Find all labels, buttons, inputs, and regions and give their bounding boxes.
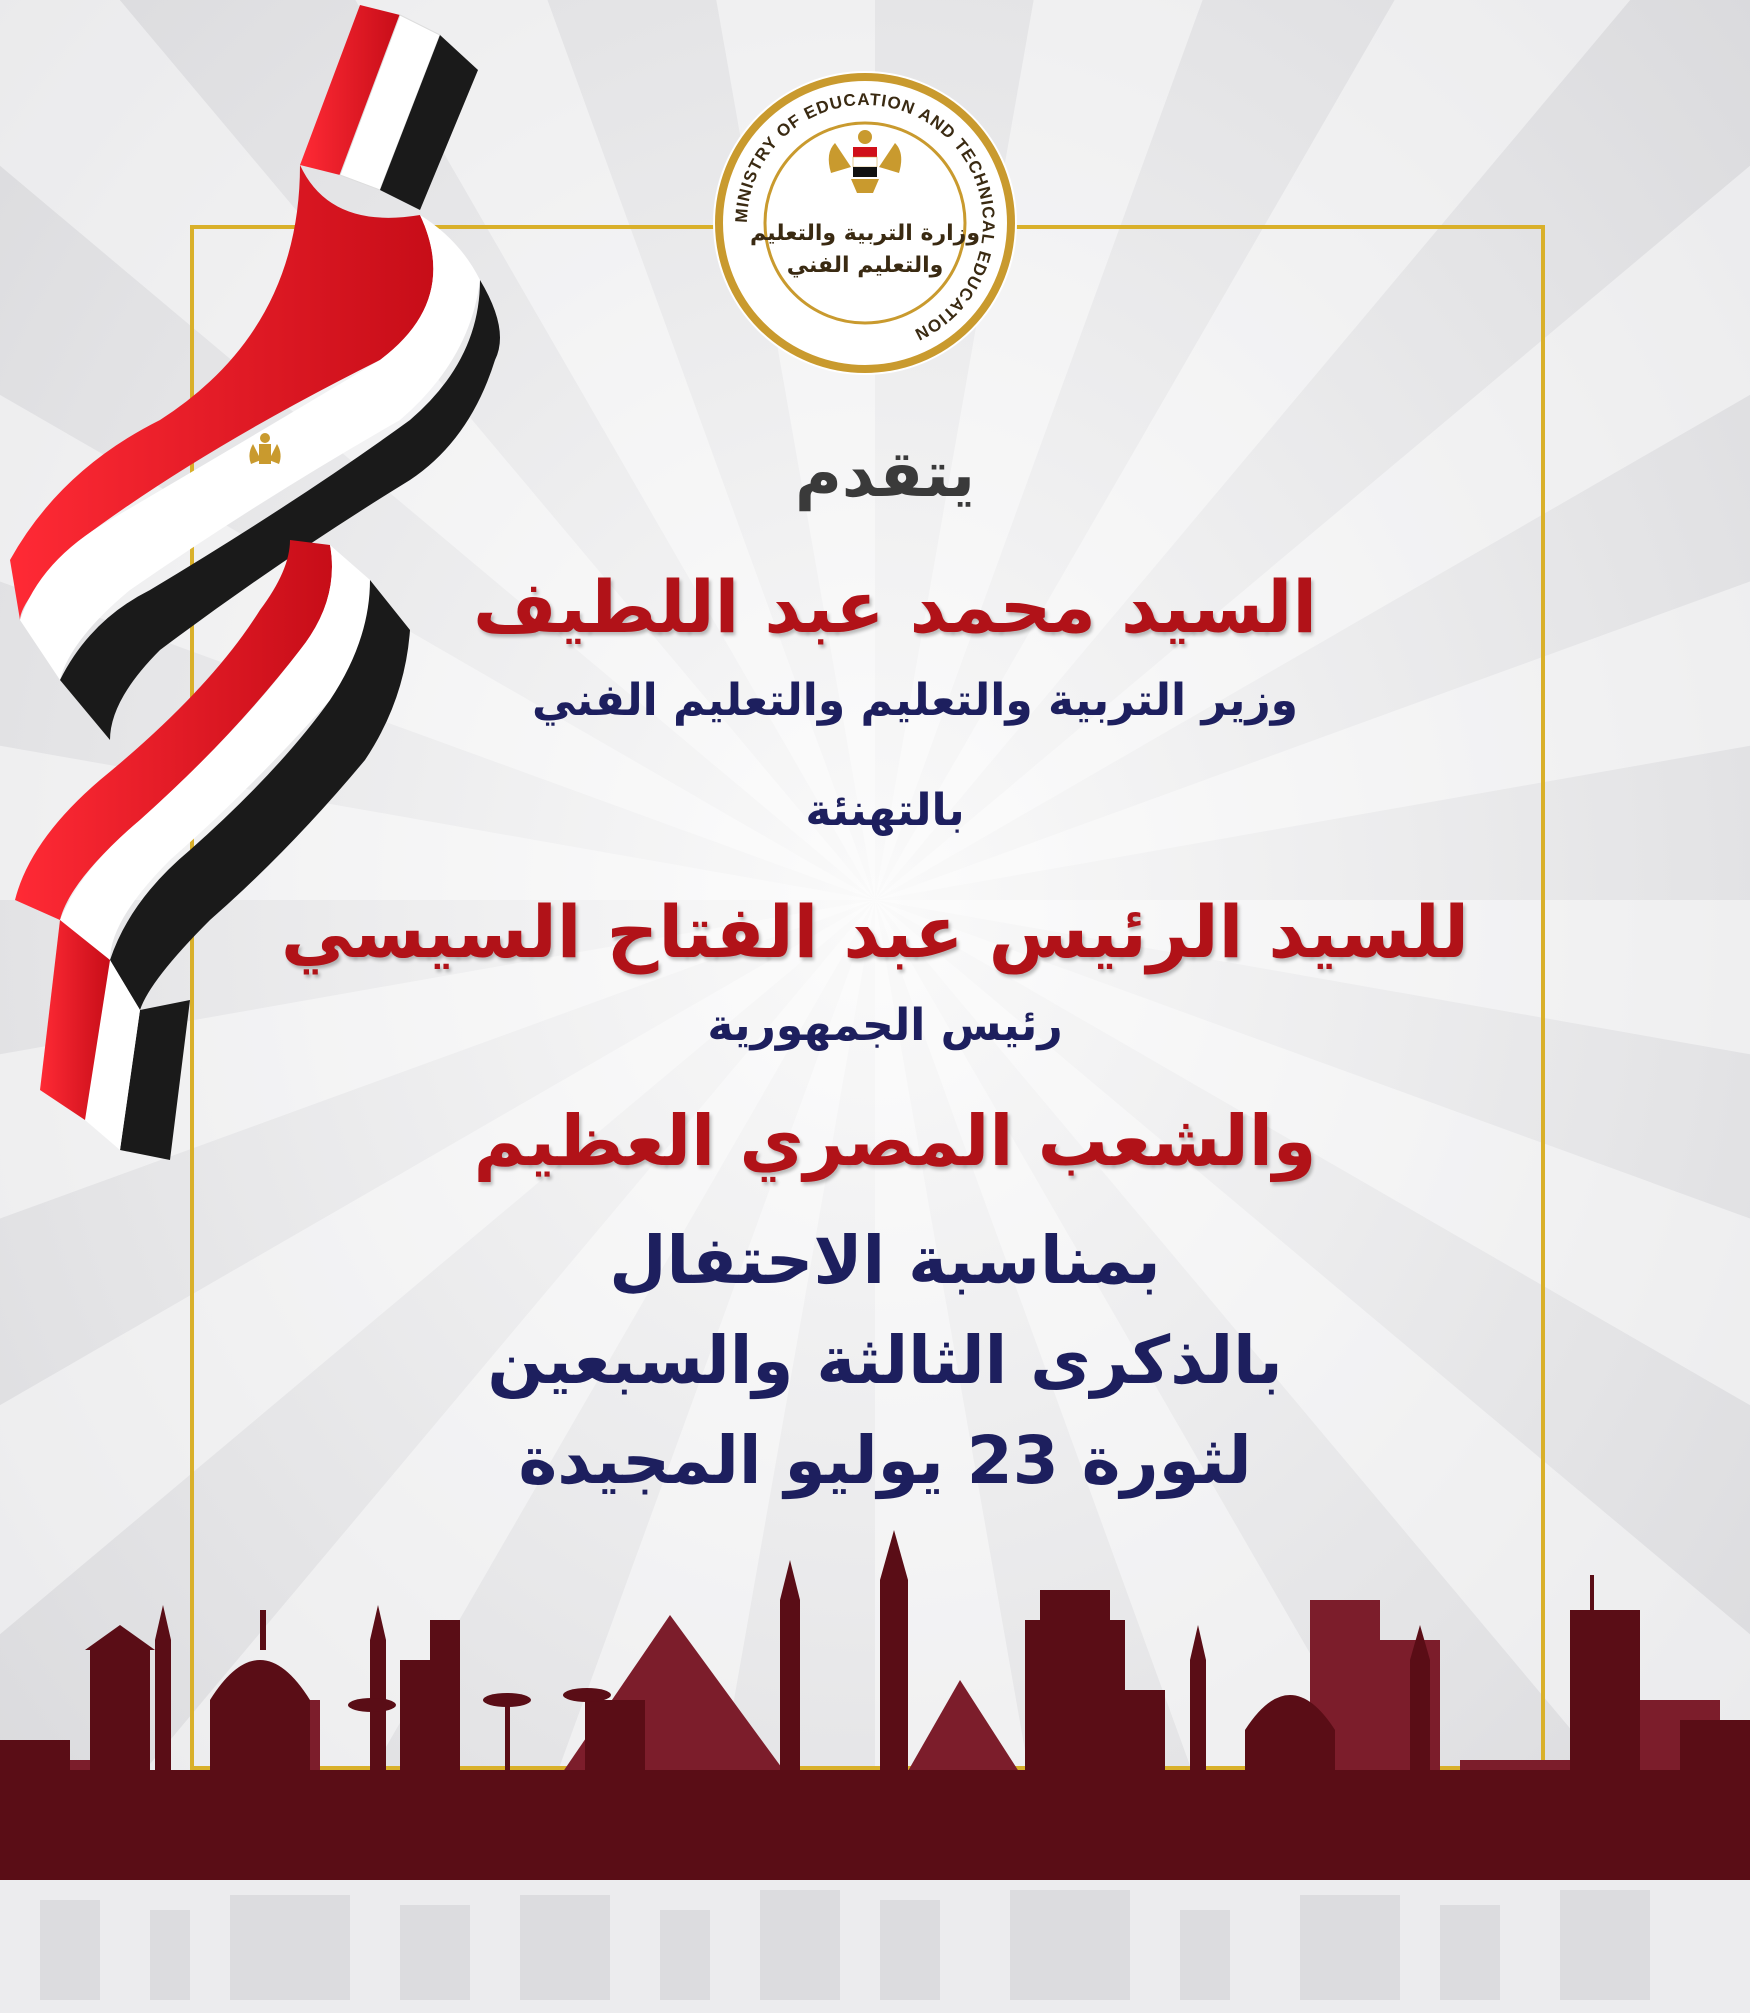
minister-name: السيد محمد عبد اللطيف	[472, 565, 1318, 649]
seal-arabic-line1: وزارة التربية والتعليم	[750, 221, 980, 246]
occasion-line2: بالذكرى الثالثة والسبعين	[487, 1322, 1283, 1399]
president-name: للسيد الرئيس عبد الفتاح السيسي	[280, 890, 1470, 974]
occasion-line3: لثورة 23 يوليو المجيدة	[518, 1422, 1252, 1499]
intro-text: يتقدم	[794, 438, 976, 512]
seal-ring-text: MINISTRY OF EDUCATION AND TECHNICAL EDUCATION	[731, 89, 999, 345]
seal-arabic-line2: والتعليم الفني	[786, 253, 944, 278]
minister-title: وزير التربية والتعليم والتعليم الفني	[531, 675, 1299, 726]
people-text: والشعب المصري العظيم	[473, 1100, 1317, 1182]
occasion-line1: بمناسبة الاحتفال	[609, 1222, 1161, 1299]
president-title: رئيس الجمهورية	[707, 1000, 1063, 1051]
congrats-text: بالتهنئة	[805, 785, 965, 836]
